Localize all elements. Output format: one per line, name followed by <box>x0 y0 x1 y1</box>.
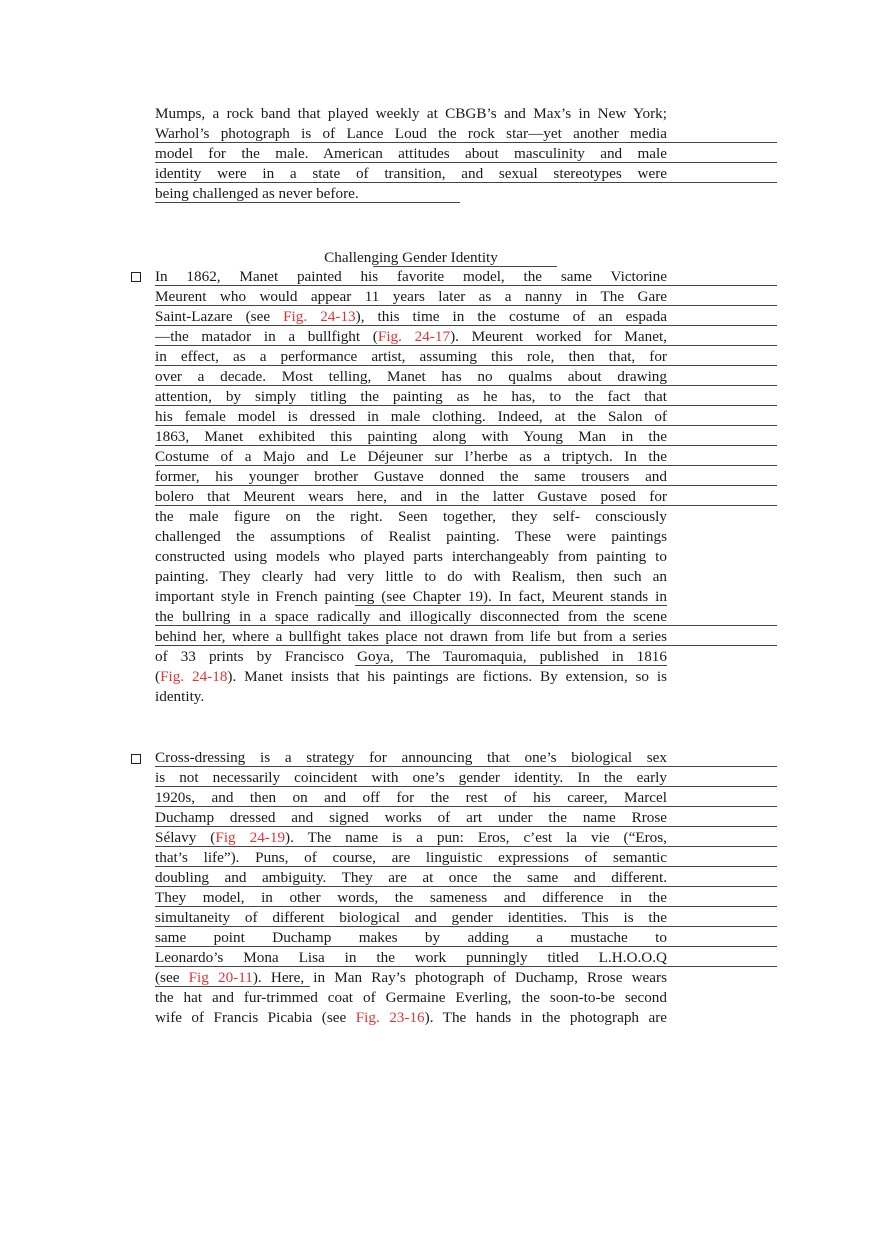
text-line: Mumps, a rock band that played weekly at CBGB’s and Max’s in New York; <box>155 105 667 122</box>
text-line: painting. They clearly had very little to do with Realism, then such an <box>155 568 667 585</box>
text-line: the hat and fur-trimmed coat of Germaine Everling, the soon-to-be second <box>155 989 667 1006</box>
text-line: is not necessarily coincident with one’s gender identity. In the early <box>155 769 667 786</box>
text-line: (Fig. 24-18). Manet insists that his paintings are fictions. By extension, so is <box>155 668 667 685</box>
figure-reference[interactable]: Fig. 24-17 <box>377 328 451 345</box>
text-line: 1920s, and then on and off for the rest of his career, Marcel <box>155 789 667 806</box>
figure-reference[interactable]: Fig 20-11 <box>188 969 253 986</box>
text-line: Costume of a Majo and Le Déjeuner sur l’herbe as a triptych. In the <box>155 448 667 465</box>
text-line: (see Fig 20-11). Here, in Man Ray’s photograph of Duchamp, Rrose wears <box>155 969 667 986</box>
paragraph-duchamp <box>155 748 667 1028</box>
text-line: simultaneity of different biological and gender identities. This is the <box>155 909 667 926</box>
text-line: identity. <box>155 688 205 705</box>
text-line: the male figure on the right. Seen together, they self- consciously <box>155 508 667 525</box>
text-line: same point Duchamp makes by adding a mustache to <box>155 929 667 946</box>
text-line: Sélavy (Fig 24-19). The name is a pun: Eros, c’est la vie (“Eros, <box>155 829 667 846</box>
text-line: doubling and ambiguity. They are at once the same and different. <box>155 869 667 886</box>
text-line: Cross-dressing is a strategy for announcing that one’s biological sex <box>155 749 667 766</box>
text-line: of 33 prints by Francisco Goya, The Tauromaquia, published in 1816 <box>155 648 667 665</box>
figure-reference[interactable]: Fig 24-19 <box>215 829 286 846</box>
text-line: the bullring in a space radically and illogically disconnected from the scene <box>155 608 667 625</box>
paragraph-intro <box>155 104 667 204</box>
bullet-checkbox-icon <box>131 754 141 764</box>
text-line: attention, by simply titling the painting as he has, to the fact that <box>155 388 667 405</box>
figure-reference[interactable]: Fig. 23-16 <box>355 1009 425 1026</box>
text-line: over a decade. Most telling, Manet has no qualms about drawing <box>155 368 667 385</box>
text-line: challenged the assumptions of Realist painting. These were paintings <box>155 528 667 545</box>
text-line: Meurent who would appear 11 years later as a nanny in The Gare <box>155 288 667 305</box>
figure-reference[interactable]: Fig. 24-13 <box>283 308 356 325</box>
text-line: behind her, where a bullfight takes place not drawn from life but from a series <box>155 628 667 645</box>
text-line: model for the male. American attitudes about masculinity and male <box>155 145 667 162</box>
text-line: that’s life”). Puns, of course, are linguistic expressions of semantic <box>155 849 667 866</box>
section-heading: Challenging Gender Identity <box>155 248 667 268</box>
text-line: constructed using models who played parts interchangeably from painting to <box>155 548 667 565</box>
text-line: wife of Francis Picabia (see Fig. 23-16). The hands in the photograph are <box>155 1009 667 1026</box>
text-line: In 1862, Manet painted his favorite model, the same Victorine <box>155 268 667 285</box>
text-line: identity were in a state of transition, and sexual stereotypes were <box>155 165 667 182</box>
section-heading-block <box>155 248 667 268</box>
text-line: former, his younger brother Gustave donned the same trousers and <box>155 468 667 485</box>
text-line: They model, in other words, the sameness and difference in the <box>155 889 667 906</box>
text-line: important style in French painting (see Chapter 19). In fact, Meurent stands in <box>155 588 667 605</box>
text-line: in effect, as a performance artist, assuming this role, then that, for <box>155 348 667 365</box>
paragraph-manet <box>155 267 667 707</box>
text-line: bolero that Meurent wears here, and in the latter Gustave posed for <box>155 488 667 505</box>
text-line: —the matador in a bullfight (Fig. 24-17). Meurent worked for Manet, <box>155 328 667 345</box>
text-line: Warhol’s photograph is of Lance Loud the rock star—yet another media <box>155 125 667 142</box>
text-line: his female model is dressed in male clothing. Indeed, at the Salon of <box>155 408 667 425</box>
text-line: 1863, Manet exhibited this painting along with Young Man in the <box>155 428 667 445</box>
text-line: Saint-Lazare (see Fig. 24-13), this time in the costume of an espada <box>155 308 668 325</box>
text-line: Leonardo’s Mona Lisa in the work punningly titled L.H.O.O.Q <box>155 949 667 966</box>
bullet-checkbox-icon <box>131 272 141 282</box>
figure-reference[interactable]: Fig. 24-18 <box>160 668 228 685</box>
text-line: Duchamp dressed and signed works of art under the name Rrose <box>155 809 667 826</box>
text-line: being challenged as never before. <box>155 184 667 204</box>
